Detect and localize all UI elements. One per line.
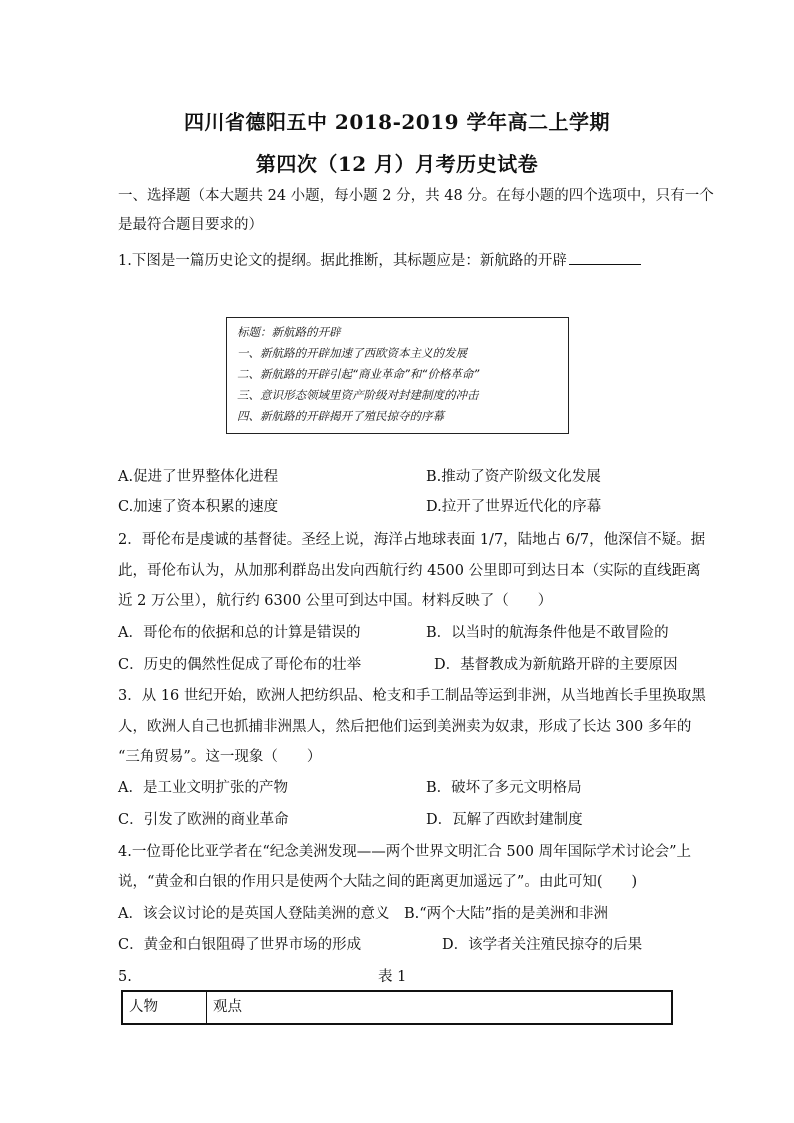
option-b: B．以当时的航海条件他是不敢冒险的 <box>426 625 669 641</box>
option-c: C.加速了资本积累的速度 <box>118 499 279 515</box>
question-2-stem-line1: 2．哥伦布是虔诚的基督徒。圣经上说，海洋占地球表面 1/7，陆地占 6/7，他深信不疑。据 <box>118 532 706 548</box>
table-header-person: 人物 <box>123 992 207 1023</box>
question-3-stem-line2: 人，欧洲人自己也抓捕非洲黑人，然后把他们运到美洲卖为奴隶，形成了长达 300 多年的 <box>118 719 692 735</box>
question-1-options-row2 <box>118 497 678 517</box>
outline-point-2: 二、新航路的开辟引起“商业革命”和“价格革命” <box>237 367 480 381</box>
option-a: A．哥伦布的依据和总的计算是错误的 <box>118 625 361 641</box>
question-5-table <box>121 990 673 1025</box>
question-5-number: 5. <box>118 969 132 985</box>
exam-title-line2: 第四次（12 月）月考历史试卷 <box>255 152 539 176</box>
outline-point-4: 四、新航路的开辟揭开了殖民掠夺的序幕 <box>237 409 444 423</box>
question-3-stem-line1: 3．从 16 世纪开始，欧洲人把纺织品、枪支和手工制品等运到非洲，从当地酋长手里换取黑 <box>118 688 706 704</box>
option-d: D．瓦解了西欧封建制度 <box>426 812 583 828</box>
question-4-stem-line1: 4.一位哥伦比亚学者在“纪念美洲发现——两个世界文明汇合 500 周年国际学术讨论会”上 <box>118 844 692 860</box>
table-caption: 表 1 <box>378 969 407 985</box>
option-c: C．引发了欧洲的商业革命 <box>118 812 289 828</box>
outline-point-3: 三、意识形态领域里资产阶级对封建制度的冲击 <box>237 388 479 402</box>
table-header-viewpoint: 观点 <box>213 999 242 1015</box>
question-3-stem-line3: “三角贸易”。这一现象（ ） <box>118 749 322 765</box>
option-b: B．破坏了多元文明格局 <box>426 780 582 796</box>
question-2-stem-line3: 近 2 万公里），航行约 6300 公里可到达中国。材料反映了（ ） <box>118 593 553 609</box>
question-1-stem <box>118 250 678 271</box>
option-d: D．该学者关注殖民掠夺的后果 <box>442 937 643 953</box>
section-instructions-line1: 一、选择题（本大题共 24 小题，每小题 2 分，共 48 分。在每小题的四个选项中，只有一个 <box>118 188 714 204</box>
question-2-options-row1 <box>118 623 678 643</box>
option-a: A.促进了世界整体化进程 <box>118 469 279 485</box>
question-2-stem-line2: 此，哥伦布认为，从加那利群岛出发向西航行约 4500 公里即可到达日本（实际的直线距离 <box>118 563 701 579</box>
option-c: C．黄金和白银阻碍了世界市场的形成 <box>118 937 362 953</box>
option-d: D.拉开了世界近代化的序幕 <box>426 499 602 515</box>
question-5-header <box>118 967 678 987</box>
question-3-options-row2 <box>118 810 678 830</box>
question-4-stem-line2: 说，“黄金和白银的作用只是使两个大陆之间的距离更加遥远了”。由此可知( ) <box>118 874 638 890</box>
answer-blank <box>569 250 641 265</box>
option-a: A．是工业文明扩张的产物 <box>118 780 288 796</box>
outline-title: 标题：新航路的开辟 <box>237 325 341 339</box>
section-instructions-line2: 是最符合题目要求的） <box>118 217 263 233</box>
question-1-text: 1.下图是一篇历史论文的提纲。据此推断，其标题应是：新航路的开辟 <box>118 253 567 269</box>
exam-title-line1: 四川省德阳五中 2018-2019 学年高二上学期 <box>183 110 611 134</box>
question-3-options-row1 <box>118 778 678 798</box>
essay-outline-box <box>226 317 569 434</box>
option-b: B.推动了资产阶级文化发展 <box>426 469 601 485</box>
outline-point-1: 一、新航路的开辟加速了西欧资本主义的发展 <box>237 346 467 360</box>
question-4-options-row1: A．该会议讨论的是英国人登陆美洲的意义 B.“两个大陆”指的是美洲和非洲 <box>118 906 609 922</box>
question-2-options-row2 <box>118 655 678 675</box>
question-4-options-row2 <box>118 935 678 955</box>
question-1-options-row1 <box>118 467 678 487</box>
option-c: C．历史的偶然性促成了哥伦布的壮举 <box>118 657 362 673</box>
option-d: D．基督教成为新航路开辟的主要原因 <box>434 657 678 673</box>
